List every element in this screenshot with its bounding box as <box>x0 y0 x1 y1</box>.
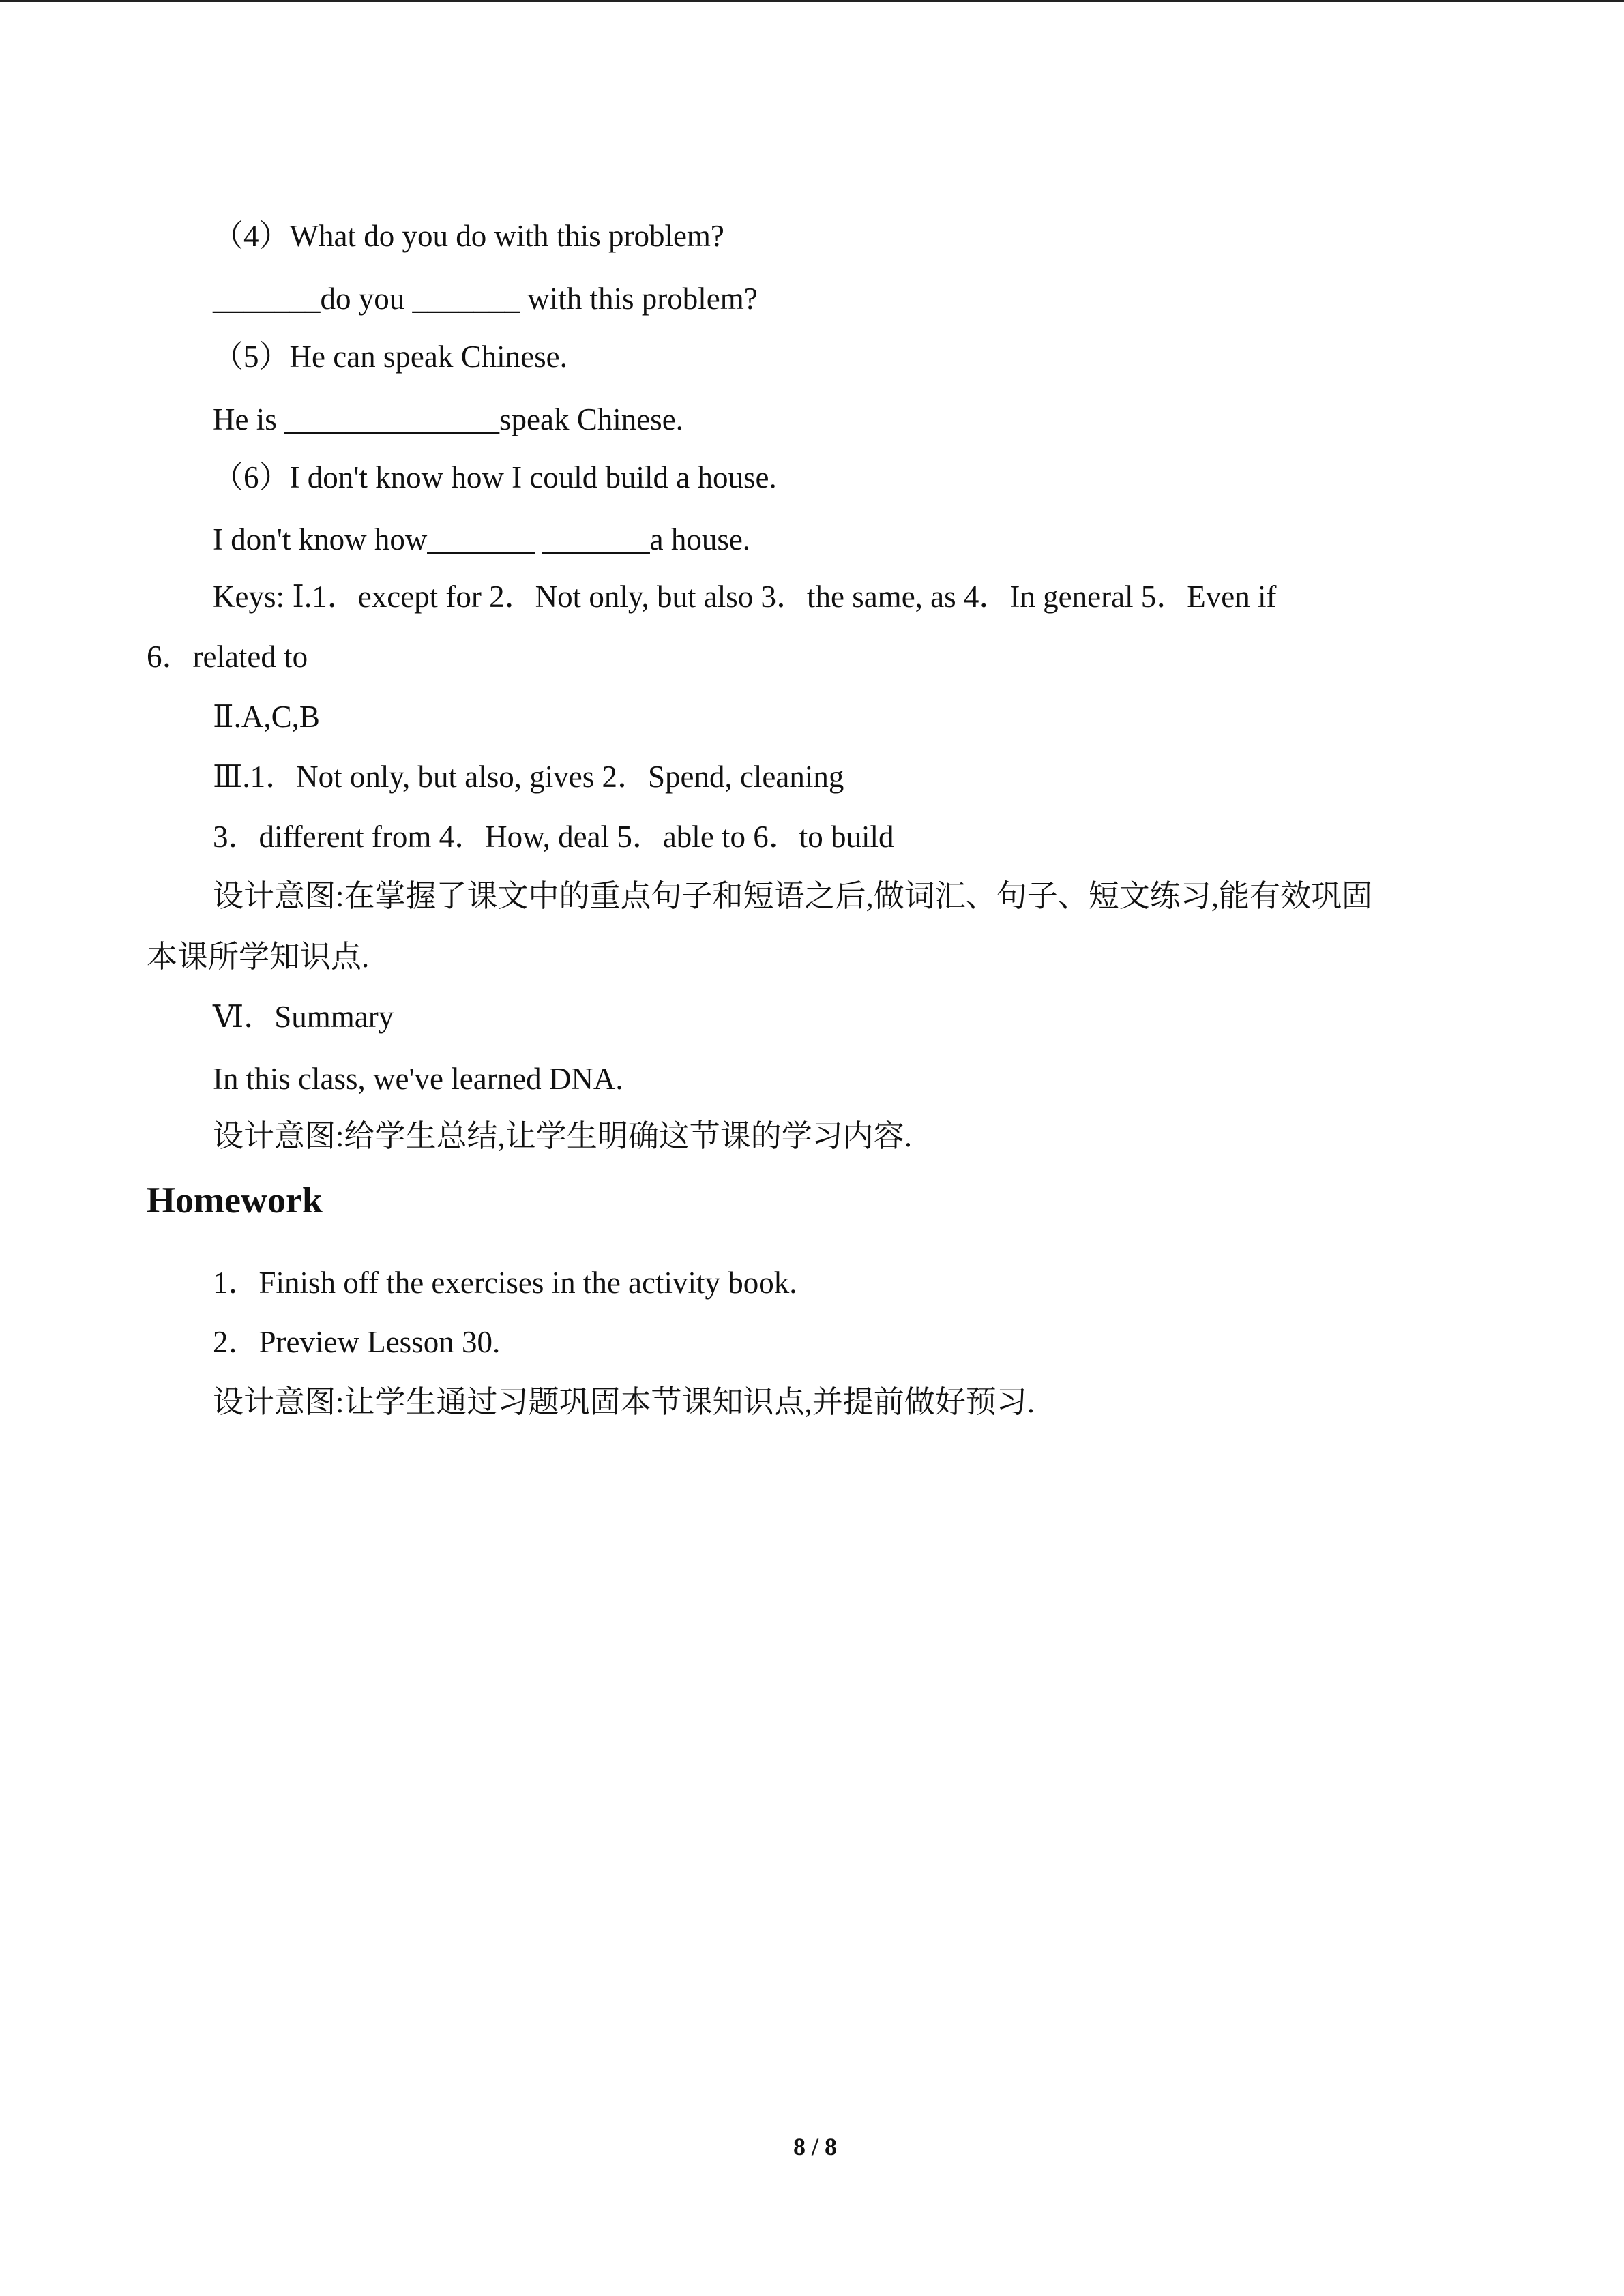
design-intent-1-line-1: 设计意图:在掌握了课文中的重点句子和短语之后,做词汇、句子、短文练习,能有效巩固 <box>213 879 1373 913</box>
homework-item-2: 2．Preview Lesson 30. <box>213 1325 501 1359</box>
summary-text: In this class, we've learned DNA. <box>213 1062 623 1096</box>
summary-title: Ⅵ．Summary <box>213 1000 394 1034</box>
exercise-4-answer-blank: _______do you _______ with this problem? <box>213 282 758 316</box>
homework-design-intent: 设计意图:让学生通过习题巩固本节课知识点,并提前做好预习. <box>213 1385 1035 1419</box>
exercise-4-question: （4）What do you do with this problem? <box>213 219 724 253</box>
homework-item-1: 1．Finish off the exercises in the activity book. <box>213 1266 797 1300</box>
exercise-6-answer-blank: I don't know how_______ _______a house. <box>213 522 751 556</box>
top-border-rule <box>0 0 1624 2</box>
exercise-6-question: （6）I don't know how I could build a house. <box>213 460 777 494</box>
keys-line-1: Keys: Ⅰ.1．except for 2．Not only, but also 3．the same, as 4．In general 5．Even if <box>213 580 1277 614</box>
keys-line-4: 3．different from 4．How, deal 5．able to 6．to build <box>213 820 894 854</box>
homework-heading: Homework <box>147 1180 323 1221</box>
summary-design-intent: 设计意图:给学生总结,让学生明确这节课的学习内容. <box>213 1119 913 1153</box>
exercise-5-question: （5）He can speak Chinese. <box>213 340 567 374</box>
keys-line-2: Ⅱ.A,C,B <box>213 700 320 734</box>
exercise-5-answer-blank: He is ______________speak Chinese. <box>213 402 683 436</box>
keys-line-3: Ⅲ.1．Not only, but also, gives 2．Spend, cleaning <box>213 760 844 794</box>
design-intent-1-line-2: 本课所学知识点. <box>147 940 370 974</box>
page-number: 8 / 8 <box>793 2133 837 2160</box>
keys-line-1-continued: 6．related to <box>147 640 308 674</box>
